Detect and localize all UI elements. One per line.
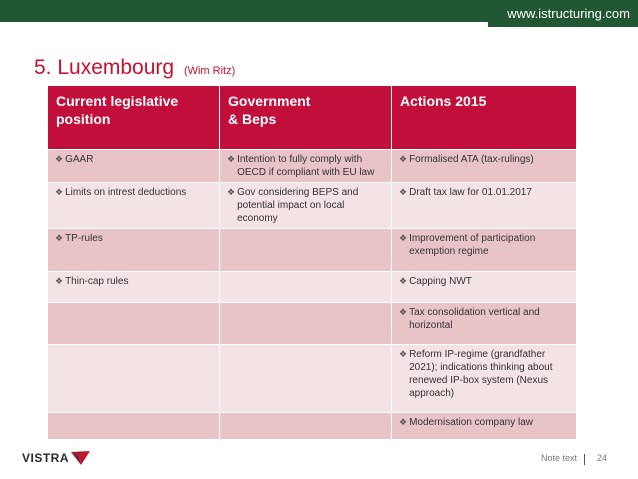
table-cell bbox=[220, 413, 392, 440]
cell-text: Formalised ATA (tax-rulings) bbox=[409, 154, 534, 165]
diamond-bullet-icon: ❖ bbox=[55, 276, 64, 286]
table-cell bbox=[48, 345, 220, 413]
cell-text: Modernisation company law bbox=[409, 417, 534, 428]
table-cell bbox=[48, 150, 220, 183]
cell-text: Limits on intrest deductions bbox=[65, 187, 187, 198]
cell-text: Intention to fully comply with OECD if compliant with EU law bbox=[237, 154, 375, 178]
table-cell bbox=[392, 413, 577, 440]
table-row bbox=[48, 229, 577, 272]
cell-text: Draft tax law for 01.01.2017 bbox=[409, 187, 532, 198]
comparison-table bbox=[47, 85, 577, 440]
slide-title-sub: (Wim Ritz) bbox=[183, 65, 236, 77]
cell-text: Thin-cap rules bbox=[65, 276, 129, 287]
table-cell bbox=[48, 303, 220, 345]
table-cell bbox=[392, 183, 577, 229]
diamond-bullet-icon: ❖ bbox=[399, 307, 408, 317]
table-row bbox=[48, 345, 577, 413]
table-row bbox=[48, 183, 577, 229]
table-cell bbox=[220, 272, 392, 303]
page-number: 24 bbox=[597, 453, 608, 463]
diamond-bullet-icon: ❖ bbox=[399, 187, 408, 197]
cell-text: Capping NWT bbox=[409, 276, 472, 287]
table-cell bbox=[220, 150, 392, 183]
table-cell bbox=[392, 345, 577, 413]
table-row bbox=[48, 272, 577, 303]
cell-text: Tax consolidation vertical and horizontal bbox=[409, 307, 540, 331]
header-government-beps: Government & Beps bbox=[220, 86, 392, 150]
table-row bbox=[48, 150, 577, 183]
diamond-bullet-icon: ❖ bbox=[399, 276, 408, 286]
logo-mark-icon bbox=[71, 450, 91, 466]
table-cell bbox=[392, 303, 577, 345]
table-cell bbox=[220, 303, 392, 345]
header-current-legislative-position: Current legislative position bbox=[48, 86, 220, 150]
cell-text: Reform IP-regime (grandfather 2021); indications thinking about renewed IP-box system (Nexus approach) bbox=[409, 349, 553, 399]
diamond-bullet-icon: ❖ bbox=[399, 233, 408, 243]
table-cell bbox=[392, 229, 577, 272]
table-cell bbox=[392, 150, 577, 183]
table-row bbox=[48, 303, 577, 345]
diamond-bullet-icon: ❖ bbox=[55, 154, 64, 164]
footer-divider bbox=[584, 454, 585, 465]
diamond-bullet-icon: ❖ bbox=[55, 233, 64, 243]
table-cell bbox=[220, 345, 392, 413]
vistra-logo bbox=[22, 450, 91, 466]
cell-text: Gov considering BEPS and potential impact on local economy bbox=[237, 187, 359, 224]
cell-text: GAAR bbox=[65, 154, 94, 165]
diamond-bullet-icon: ❖ bbox=[227, 154, 236, 164]
diamond-bullet-icon: ❖ bbox=[227, 187, 236, 197]
table-cell bbox=[48, 413, 220, 440]
slide-title-main: 5. Luxembourg bbox=[34, 56, 175, 79]
diamond-bullet-icon: ❖ bbox=[399, 154, 408, 164]
table-header-row bbox=[48, 86, 577, 150]
table-cell bbox=[48, 272, 220, 303]
website-url[interactable]: www.istructuring.com bbox=[488, 0, 638, 27]
table-body bbox=[48, 150, 577, 440]
table-cell bbox=[220, 183, 392, 229]
slide-title bbox=[34, 56, 235, 80]
header-actions-2015: Actions 2015 bbox=[392, 86, 577, 150]
logo-text: VISTRA bbox=[22, 451, 70, 465]
diamond-bullet-icon: ❖ bbox=[399, 349, 408, 359]
table-row bbox=[48, 413, 577, 440]
table-cell bbox=[48, 229, 220, 272]
table-cell bbox=[392, 272, 577, 303]
footer-note: Note text bbox=[541, 453, 578, 463]
diamond-bullet-icon: ❖ bbox=[399, 417, 408, 427]
table-cell bbox=[48, 183, 220, 229]
diamond-bullet-icon: ❖ bbox=[55, 187, 64, 197]
cell-text: Improvement of participation exemption regime bbox=[409, 233, 536, 257]
table-cell bbox=[220, 229, 392, 272]
cell-text: TP-rules bbox=[65, 233, 103, 244]
